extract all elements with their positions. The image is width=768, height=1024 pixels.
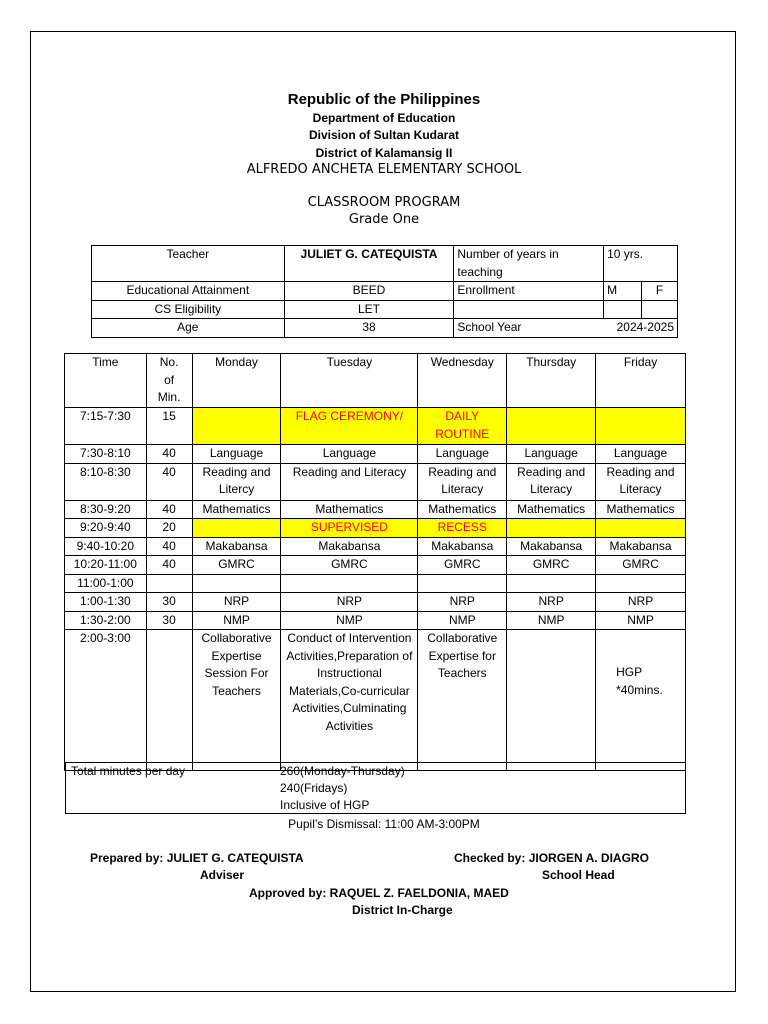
district-title: District of Kalamansig II — [315, 146, 453, 160]
schedule-cell: Collaborative Expertise Session For Teachers — [192, 630, 281, 771]
schedule-cell: GMRC — [596, 556, 686, 575]
schedule-cell: NRP — [281, 593, 418, 612]
department-title: Department of Education — [312, 111, 456, 125]
minutes-cell — [146, 630, 192, 771]
schedule-cell: NRP — [192, 593, 281, 612]
time-cell: 8:10-8:30 — [65, 463, 147, 500]
minutes-cell: 30 — [146, 611, 192, 630]
years-value: 10 yrs. — [604, 246, 678, 282]
schedule-cell: Collaborative Expertise for Teachers — [418, 630, 507, 771]
schedule-cell — [507, 630, 596, 771]
minutes-cell: 30 — [146, 593, 192, 612]
minutes-cell: 40 — [146, 537, 192, 556]
header-tuesday: Tuesday — [281, 354, 418, 408]
schedule-cell: Makabansa — [507, 537, 596, 556]
schedule-cell: Mathematics — [418, 500, 507, 519]
schedule-cell — [418, 574, 507, 593]
cs-label: CS Eligibility — [92, 300, 285, 319]
schedule-cell: Conduct of Intervention Activities,Preparation of Instructional Materials,Co-curricular Activities,Culminating Activities — [281, 630, 418, 771]
total-label: Total minutes per day — [71, 764, 186, 778]
schedule-cell: Reading and Literacy — [507, 463, 596, 500]
approved-title: District In-Charge — [352, 903, 453, 917]
teacher-info-table — [91, 245, 678, 338]
schedule-cell — [507, 408, 596, 445]
minutes-cell: 40 — [146, 445, 192, 464]
schedule-cell: Language — [281, 445, 418, 464]
schedule-cell: Mathematics — [507, 500, 596, 519]
approved-by: Approved by: RAQUEL Z. FAELDONIA, MAED — [249, 886, 509, 900]
schedule-cell: NRP — [507, 593, 596, 612]
schedule-cell — [507, 519, 596, 538]
time-cell: 8:30-9:20 — [65, 500, 147, 519]
enrollment-female: F — [642, 282, 678, 301]
checked-title: School Head — [542, 868, 615, 882]
info-row-eligibility — [92, 300, 678, 319]
schedule-cell: Language — [418, 445, 507, 464]
table-row — [65, 593, 686, 612]
years-label: Number of years in teaching — [454, 246, 604, 282]
header-monday: Monday — [192, 354, 281, 408]
schedule-cell: FLAG CEREMONY/ — [281, 408, 418, 445]
totals-box — [65, 762, 686, 814]
total-line-1: 260(Monday-Thursday) — [280, 764, 405, 778]
education-label: Educational Attainment — [92, 282, 285, 301]
dismissal-note: Pupil’s Dismissal: 11:00 AM-3:00PM — [288, 817, 480, 831]
schedule-header-row — [65, 354, 686, 408]
empty-cell — [454, 300, 604, 319]
cs-value: LET — [284, 300, 454, 319]
grade-title: Grade One — [348, 212, 420, 227]
schedule-cell: Language — [507, 445, 596, 464]
header-time: Time — [65, 354, 147, 408]
schedule-cell: GMRC — [418, 556, 507, 575]
schedule-cell: SUPERVISED — [281, 519, 418, 538]
schedule-cell: Language — [596, 445, 686, 464]
table-row — [65, 537, 686, 556]
schedule-cell: NMP — [418, 611, 507, 630]
minutes-cell: 20 — [146, 519, 192, 538]
schedule-cell: Mathematics — [596, 500, 686, 519]
time-cell: 1:30-2:00 — [65, 611, 147, 630]
schedule-cell: Mathematics — [192, 500, 281, 519]
division-title: Division of Sultan Kudarat — [308, 128, 459, 142]
schedule-cell — [596, 408, 686, 445]
time-cell: 10:20-11:00 — [65, 556, 147, 575]
education-value: BEED — [284, 282, 454, 301]
schedule-cell: Mathematics — [281, 500, 418, 519]
table-row — [65, 408, 686, 445]
program-title: CLASSROOM PROGRAM — [307, 195, 461, 210]
teacher-label: Teacher — [92, 246, 285, 282]
time-cell: 1:00-1:30 — [65, 593, 147, 612]
time-cell: 7:15-7:30 — [65, 408, 147, 445]
schedule-cell: HGP *40mins. — [596, 630, 686, 771]
schedule-cell: NMP — [192, 611, 281, 630]
empty-cell — [642, 300, 678, 319]
info-row-education — [92, 282, 678, 301]
schedule-cell — [596, 519, 686, 538]
schedule-cell: Makabansa — [596, 537, 686, 556]
enrollment-label: Enrollment — [454, 282, 604, 301]
school-year-value: 2024-2025 — [604, 319, 678, 338]
minutes-cell: 40 — [146, 556, 192, 575]
time-cell: 2:00-3:00 — [65, 630, 147, 771]
minutes-cell: 40 — [146, 463, 192, 500]
schedule-cell: Reading and Literacy — [281, 463, 418, 500]
schedule-cell: NRP — [418, 593, 507, 612]
schedule-cell — [192, 519, 281, 538]
schedule-cell: Makabansa — [192, 537, 281, 556]
schedule-cell: Makabansa — [418, 537, 507, 556]
total-line-3: Inclusive of HGP — [280, 798, 370, 812]
info-row-teacher — [92, 246, 678, 282]
schedule-cell — [192, 574, 281, 593]
school-year-label: School Year — [454, 319, 604, 338]
header-no-of-min: No. of Min. — [146, 354, 192, 408]
time-cell: 7:30-8:10 — [65, 445, 147, 464]
info-row-age — [92, 319, 678, 338]
schedule-cell: Makabansa — [281, 537, 418, 556]
table-row — [65, 556, 686, 575]
age-label: Age — [92, 319, 285, 338]
header-thursday: Thursday — [507, 354, 596, 408]
table-row — [65, 500, 686, 519]
checked-by: Checked by: JIORGEN A. DIAGRO — [454, 851, 649, 865]
schedule-cell: GMRC — [507, 556, 596, 575]
schedule-cell: NRP — [596, 593, 686, 612]
table-row — [65, 611, 686, 630]
schedule-cell: NMP — [507, 611, 596, 630]
republic-title: Republic of the Philippines — [287, 91, 481, 108]
minutes-cell: 40 — [146, 500, 192, 519]
schedule-cell: NMP — [596, 611, 686, 630]
schedule-cell: Language — [192, 445, 281, 464]
empty-cell — [604, 300, 642, 319]
enrollment-male: M — [604, 282, 642, 301]
prepared-title: Adviser — [200, 868, 245, 882]
schedule-cell — [192, 408, 281, 445]
table-row — [65, 445, 686, 464]
schedule-cell: RECESS — [418, 519, 507, 538]
minutes-cell: 15 — [146, 408, 192, 445]
schedule-cell: GMRC — [192, 556, 281, 575]
school-name: ALFREDO ANCHETA ELEMENTARY SCHOOL — [246, 162, 522, 177]
table-row — [65, 630, 686, 771]
minutes-cell — [146, 574, 192, 593]
time-cell: 9:20-9:40 — [65, 519, 147, 538]
table-row — [65, 463, 686, 500]
age-value: 38 — [284, 319, 454, 338]
schedule-cell: Reading and Litercy — [192, 463, 281, 500]
schedule-cell — [596, 574, 686, 593]
schedule-cell: Reading and Literacy — [596, 463, 686, 500]
prepared-by: Prepared by: JULIET G. CATEQUISTA — [90, 851, 304, 865]
table-row — [65, 519, 686, 538]
schedule-cell — [507, 574, 596, 593]
time-cell: 11:00-1:00 — [65, 574, 147, 593]
schedule-table — [64, 353, 686, 771]
teacher-value: JULIET G. CATEQUISTA — [284, 246, 454, 282]
schedule-cell — [281, 574, 418, 593]
total-line-2: 240(Fridays) — [280, 781, 348, 795]
schedule-cell: NMP — [281, 611, 418, 630]
schedule-cell: Reading and Literacy — [418, 463, 507, 500]
table-row — [65, 574, 686, 593]
header-wednesday: Wednesday — [418, 354, 507, 408]
time-cell: 9:40-10:20 — [65, 537, 147, 556]
schedule-cell: DAILY ROUTINE — [418, 408, 507, 445]
header-friday: Friday — [596, 354, 686, 408]
schedule-cell: GMRC — [281, 556, 418, 575]
